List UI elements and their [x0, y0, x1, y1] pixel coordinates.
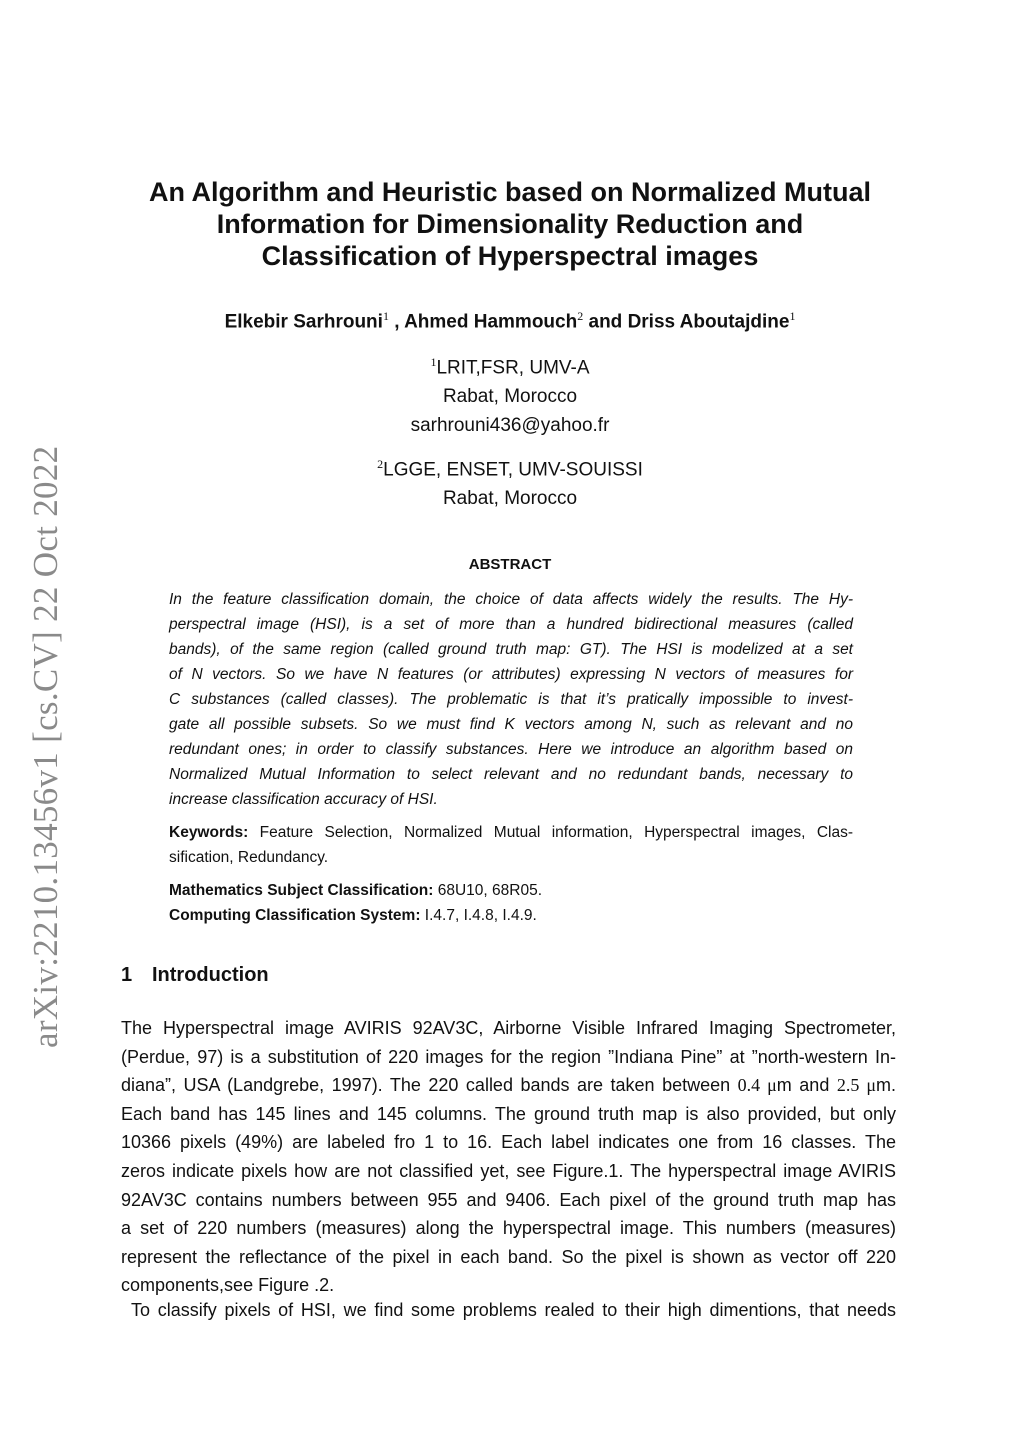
- ccs-label: Computing Classification System:: [169, 907, 421, 924]
- keywords: [169, 820, 853, 870]
- second-paragraph: [131, 1296, 896, 1325]
- section-number: 1: [121, 964, 133, 986]
- paragraph-line: diana”, USA (Landgrebe, 1997). The 220 called bands are taken between 0.4 μm and 2.5 μm.: [121, 1075, 896, 1096]
- paragraph-line: 92AV3C contains numbers between 955 and 9406. Each pixel of the ground truth map has: [121, 1189, 896, 1210]
- author-affiliation-mark: 2: [577, 309, 584, 323]
- author-affiliation-mark: 1: [382, 309, 389, 323]
- paragraph-line: Each band has 145 lines and 145 columns. The ground truth map is also provided, but only: [121, 1103, 896, 1124]
- paragraph-line: a set of 220 numbers (measures) along the hyperspectral image. This numbers (measures): [121, 1218, 896, 1239]
- abstract-line: perspectral image (HSI), is a set of more than a hundred bidirectional measures (called: [169, 616, 853, 633]
- abstract-line: Normalized Mutual Information to select relevant and no redundant bands, necessary to: [169, 766, 853, 783]
- paragraph-line: To classify pixels of HSI, we find some problems realed to their high dimentions, that needs: [131, 1300, 896, 1320]
- section-heading-introduction: [121, 964, 269, 987]
- abstract-line: C substances (called classes). The problematic is that it’s pratically impossible to invest-: [169, 691, 853, 708]
- paragraph-line: The Hyperspectral image AVIRIS 92AV3C, Airborne Visible Infrared Imaging Spectrometer,: [121, 1018, 896, 1038]
- affiliation-city: Rabat, Morocco: [442, 386, 578, 408]
- msc-label: Mathematics Subject Classification:: [169, 882, 434, 899]
- section-title: Introduction: [152, 964, 269, 986]
- keywords-label: Keywords:: [169, 824, 249, 841]
- arxiv-identifier-stamp: arXiv:2210.13456v1 [cs.CV] 22 Oct 2022: [26, 445, 65, 1048]
- author-separator: ,: [388, 311, 405, 333]
- abstract-body: [169, 587, 853, 812]
- abstract-line: redundant ones; in order to classify substances. Here we introduce an algorithm based on: [169, 741, 853, 758]
- title-line: Classification of Hyperspectral images: [261, 241, 759, 271]
- keywords-text: Feature Selection, Normalized Mutual information, Hyperspectral images, Clas-: [248, 824, 853, 841]
- author-name: Ahmed Hammouch: [404, 311, 578, 333]
- abstract-line: gate all possible subsets. So we must find K vectors among N, such as relevant and no: [169, 716, 853, 733]
- paragraph-line: 10366 pixels (49%) are labeled fro 1 to 16. Each label indicates one from 16 classes. The: [121, 1132, 896, 1153]
- msc-value: 68U10, 68R05.: [433, 882, 543, 899]
- ccs-value: I.4.7, I.4.8, I.4.9.: [420, 907, 537, 924]
- author-list: [100, 304, 920, 334]
- paragraph-line: components,see Figure .2.: [121, 1275, 335, 1296]
- wavelength-max: 2.5 μ: [836, 1075, 876, 1096]
- affiliation-1: [100, 348, 920, 440]
- author-email: sarhrouni436@yahoo.fr: [410, 415, 610, 437]
- affiliation-institution: LGGE, ENSET, UMV-SOUISSI: [383, 459, 643, 481]
- affiliation-mark: 2: [377, 457, 384, 471]
- author-affiliation-mark: 1: [789, 309, 796, 323]
- title-line: Information for Dimensionality Reduction and: [216, 209, 804, 239]
- abstract-line: of N vectors. So we have N features (or attributes) expressing N vectors of measures for: [169, 666, 853, 683]
- abstract-line: increase classification accuracy of HSI.: [169, 791, 438, 808]
- wavelength-min: 0.4 μ: [737, 1075, 777, 1096]
- affiliation-mark: 1: [430, 355, 437, 369]
- title-line: An Algorithm and Heuristic based on Normalized Mutual: [148, 177, 872, 207]
- author-separator: and: [583, 311, 628, 333]
- abstract-line: In the feature classification domain, the choice of data affects widely the results. The Hy-: [169, 591, 853, 608]
- keywords-text: sification, Redundancy.: [169, 849, 329, 866]
- introduction-paragraph: [121, 1014, 896, 1300]
- paper-title: [100, 176, 920, 272]
- affiliation-institution: LRIT,FSR, UMV-A: [436, 357, 590, 379]
- affiliation-2: [100, 450, 920, 513]
- paragraph-line: (Perdue, 97) is a substitution of 220 images for the region ”Indiana Pine” at ”north-western In-: [121, 1046, 896, 1067]
- paragraph-line: represent the reflectance of the pixel in each band. So the pixel is shown as vector off 220: [121, 1246, 896, 1267]
- abstract-line: bands), of the same region (called ground truth map: GT). The HSI is modelized at a set: [169, 641, 853, 658]
- author-name: Elkebir Sarhrouni: [224, 311, 383, 333]
- paragraph-line: zeros indicate pixels how are not classified yet, see Figure.1. The hyperspectral image AVIRIS: [121, 1160, 896, 1181]
- affiliation-city: Rabat, Morocco: [442, 488, 578, 510]
- classification-codes: [169, 878, 853, 928]
- author-name: Driss Aboutajdine: [627, 311, 790, 333]
- abstract-heading: ABSTRACT: [468, 556, 552, 573]
